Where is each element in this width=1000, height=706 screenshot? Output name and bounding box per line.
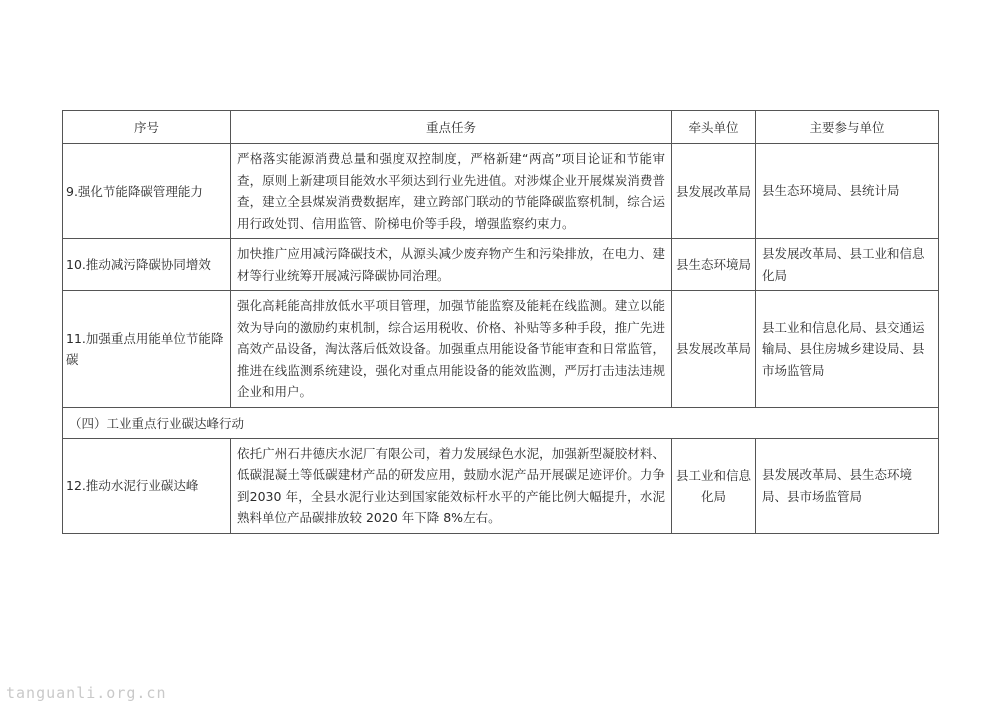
row-lead: 县发展改革局 (672, 291, 756, 408)
table-header-row (63, 111, 939, 144)
row-seq: 10.推动减污降碳协同增效 (63, 239, 231, 291)
row-task: 依托广州石井德庆水泥厂有限公司，着力发展绿色水泥，加强新型凝胶材料、低碳混凝土等低碳建材产品的研发应用，鼓励水泥产品开展碳足迹评价。力争到2030 年，全县水泥行业达到国家能效标杆水平的产能比例大幅提升，水泥熟料单位产品碳排放较 2020 年下降 8%左右。 (231, 438, 672, 533)
row-participants: 县发展改革局、县生态环境局、县市场监管局 (756, 438, 939, 533)
row-participants: 县工业和信息化局、县交通运输局、县住房城乡建设局、县市场监管局 (756, 291, 939, 408)
header-lead: 牵头单位 (672, 111, 756, 144)
row-task: 加快推广应用减污降碳技术，从源头减少废弃物产生和污染排放，在电力、建材等行业统筹开展减污降碳协同治理。 (231, 239, 672, 291)
row-lead: 县生态环境局 (672, 239, 756, 291)
row-lead: 县工业和信息化局 (672, 438, 756, 533)
row-task: 强化高耗能高排放低水平项目管理，加强节能监察及能耗在线监测。建立以能效为导向的激励约束机制，综合运用税收、价格、补贴等多种手段，推广先进高效产品设备，淘汰落后低效设备。加强重点用能设备节能审查和日常监管，推进在线监测系统建设，强化对重点用能设备的能效监测，严厉打击违法违规企业和用户。 (231, 291, 672, 408)
row-seq: 9.强化节能降碳管理能力 (63, 144, 231, 239)
header-task: 重点任务 (231, 111, 672, 144)
header-seq: 序号 (63, 111, 231, 144)
row-seq: 11.加强重点用能单位节能降碳 (63, 291, 231, 408)
row-participants: 县发展改革局、县工业和信息化局 (756, 239, 939, 291)
table-row (63, 291, 939, 408)
section-title: （四）工业重点行业碳达峰行动 (63, 407, 939, 438)
header-participants: 主要参与单位 (756, 111, 939, 144)
table-row (63, 144, 939, 239)
row-task: 严格落实能源消费总量和强度双控制度，严格新建“两高”项目论证和节能审查，原则上新建项目能效水平须达到行业先进值。对涉煤企业开展煤炭消费普查，建立全县煤炭消费数据库，建立跨部门联动的节能降碳监察机制，综合运用行政处罚、信用监管、阶梯电价等手段，增强监察约束力。 (231, 144, 672, 239)
table-row (63, 438, 939, 533)
row-lead: 县发展改革局 (672, 144, 756, 239)
table-row (63, 239, 939, 291)
section-row (63, 407, 939, 438)
row-seq: 12.推动水泥行业碳达峰 (63, 438, 231, 533)
watermark: tanguanli.org.cn (6, 684, 167, 702)
row-participants: 县生态环境局、县统计局 (756, 144, 939, 239)
task-table (62, 110, 939, 534)
